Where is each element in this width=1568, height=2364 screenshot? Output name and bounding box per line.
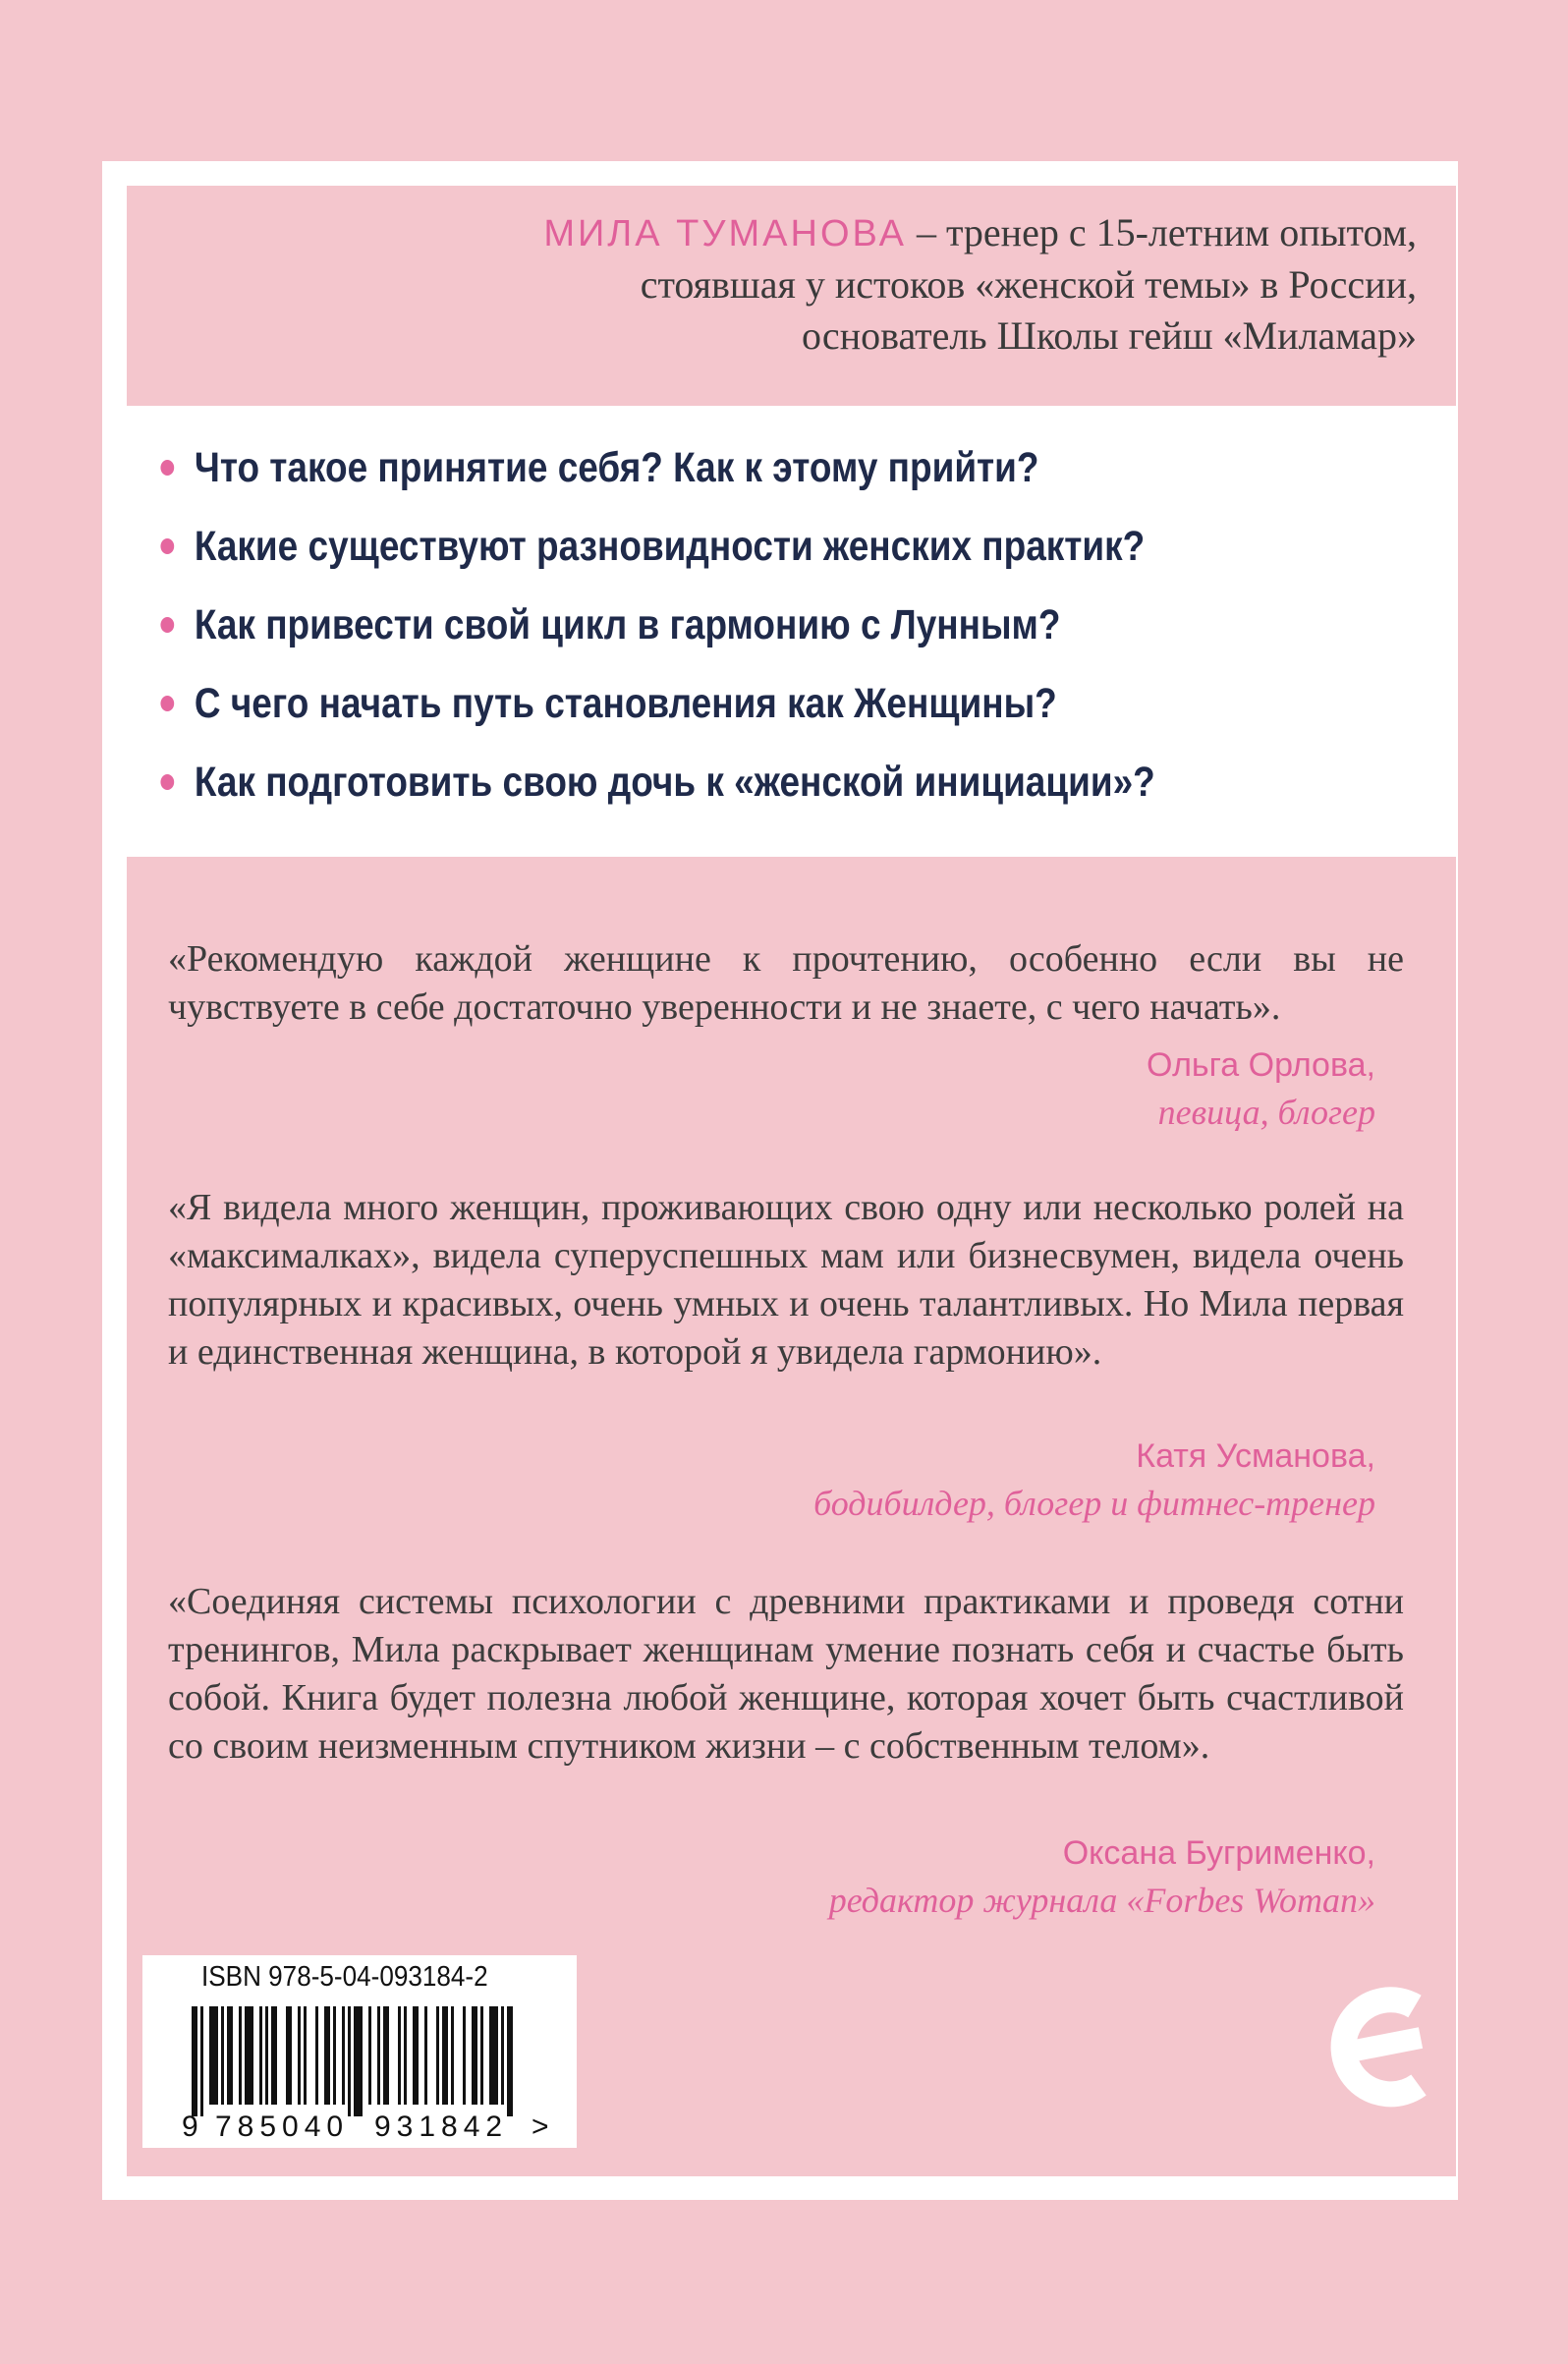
review-quote-1: «Рекомендую каждой женщине к прочтению, особенно если вы не чувствуете в себе достаточно уверенности и не знаете, с чего начать».: [168, 938, 1404, 1028]
barcode-bar: [354, 2006, 363, 2116]
author-line-1: – тренер с 15-летним опытом,: [906, 210, 1417, 254]
barcode-bar: [472, 2006, 477, 2105]
barcode-bar: [265, 2006, 268, 2105]
barcode-bar: [227, 2006, 233, 2105]
barcode-bar: [192, 2006, 197, 2116]
reviewer-role: бодибилдер, блогер и фитнес-тренер: [813, 1484, 1375, 1523]
barcode-digits-group-1: 785040: [215, 2111, 350, 2143]
barcode-bar: [480, 2006, 483, 2105]
question-list: [157, 428, 1317, 821]
barcode-block: [142, 1955, 577, 2148]
barcode-bar: [377, 2006, 380, 2105]
review-attribution-2: [813, 1433, 1375, 1527]
barcode-digits-group-2: 931842: [374, 2111, 509, 2143]
isbn-label: ISBN 978-5-04-093184-2: [201, 1961, 488, 1993]
barcode-bar: [298, 2006, 301, 2105]
barcode-bar: [239, 2006, 242, 2105]
review-attribution-3: [829, 1829, 1375, 1924]
barcode-bar: [368, 2006, 371, 2105]
barcode-bar: [324, 2006, 330, 2105]
barcode-bar: [271, 2006, 277, 2105]
reviewer-name: Катя Усманова,: [1136, 1437, 1375, 1475]
reviewer-role: редактор журнала «Forbes Woman»: [828, 1881, 1375, 1920]
barcode-bar: [333, 2006, 336, 2105]
bullet-dot-icon: [160, 696, 174, 711]
question-item: Что такое принятие себя? Как к этому прийти?: [157, 428, 1155, 507]
barcode-bar: [507, 2006, 513, 2116]
author-name: МИЛА ТУМАНОВА: [543, 213, 907, 254]
barcode-bar: [413, 2006, 419, 2105]
question-item: Какие существуют разновидности женских практик?: [157, 507, 1155, 586]
author-line-3: основатель Школы гейш «Миламар»: [801, 313, 1417, 358]
barcode-bar: [221, 2006, 224, 2105]
barcode-bar: [404, 2006, 407, 2105]
barcode-bar: [451, 2006, 454, 2105]
barcode-bar: [315, 2006, 318, 2105]
barcode-bar: [304, 2006, 307, 2105]
question-item: С чего начать путь становления как Женщины?: [157, 664, 1155, 743]
reviewer-role: певица, блогер: [1157, 1093, 1375, 1132]
barcode-bar: [424, 2006, 427, 2105]
barcode-bar: [436, 2006, 439, 2105]
barcode-bar: [489, 2006, 498, 2105]
barcode-bar: [342, 2006, 345, 2105]
bullet-dot-icon: [160, 460, 174, 476]
barcode-bar: [209, 2006, 218, 2105]
barcode-bar: [348, 2006, 351, 2116]
barcode-bar: [442, 2006, 448, 2105]
review-attribution-1: [1147, 1041, 1375, 1136]
author-description: [543, 207, 1417, 362]
bullet-dot-icon: [160, 617, 174, 633]
question-item: Как подготовить свою дочь к «женской инициации»?: [157, 743, 1155, 821]
barcode-image: [142, 1955, 577, 2148]
eksmo-logo-icon: [1324, 1969, 1432, 2136]
reviewer-name: Ольга Орлова,: [1147, 1046, 1375, 1084]
barcode-bar: [259, 2006, 262, 2105]
barcode-bar: [501, 2006, 504, 2105]
barcode-bar: [383, 2006, 389, 2105]
barcode-bar: [286, 2006, 292, 2105]
review-quote-2: «Я видела много женщин, проживающих свою одну или несколько ролей на «максималках», видела суперуспешных мам или бизнесвумен, видела очень популярных и красивых, очень умных и очень талантливых. Но Мила первая и единственная женщина, в которой я увидела гармонию».: [168, 1187, 1404, 1373]
barcode-digit-end: >: [532, 2111, 549, 2143]
bullet-dot-icon: [160, 538, 174, 554]
author-line-2: стоявшая у истоков «женской темы» в России,: [640, 262, 1417, 307]
barcode-bar: [200, 2006, 203, 2116]
author-section: [127, 186, 1456, 406]
barcode-digit-first: 9: [182, 2111, 198, 2143]
reviewer-name: Оксана Бугрименко,: [1062, 1834, 1375, 1872]
question-item: Как привести свой цикл в гармонию с Лунным?: [157, 586, 1155, 664]
barcode-bar: [245, 2006, 253, 2105]
barcode-bar: [398, 2006, 401, 2105]
review-quote-3: «Соединяя системы психологии с древними практиками и проведя сотни тренингов, Мила раскрывает женщинам умение познать себя и счастье быть собой. Книга будет полезна любой женщине, которая хочет быть счастливой со своим неизменным спутником жизни – с собственным телом».: [168, 1581, 1404, 1767]
barcode-bar: [463, 2006, 466, 2105]
bullet-dot-icon: [160, 774, 174, 790]
